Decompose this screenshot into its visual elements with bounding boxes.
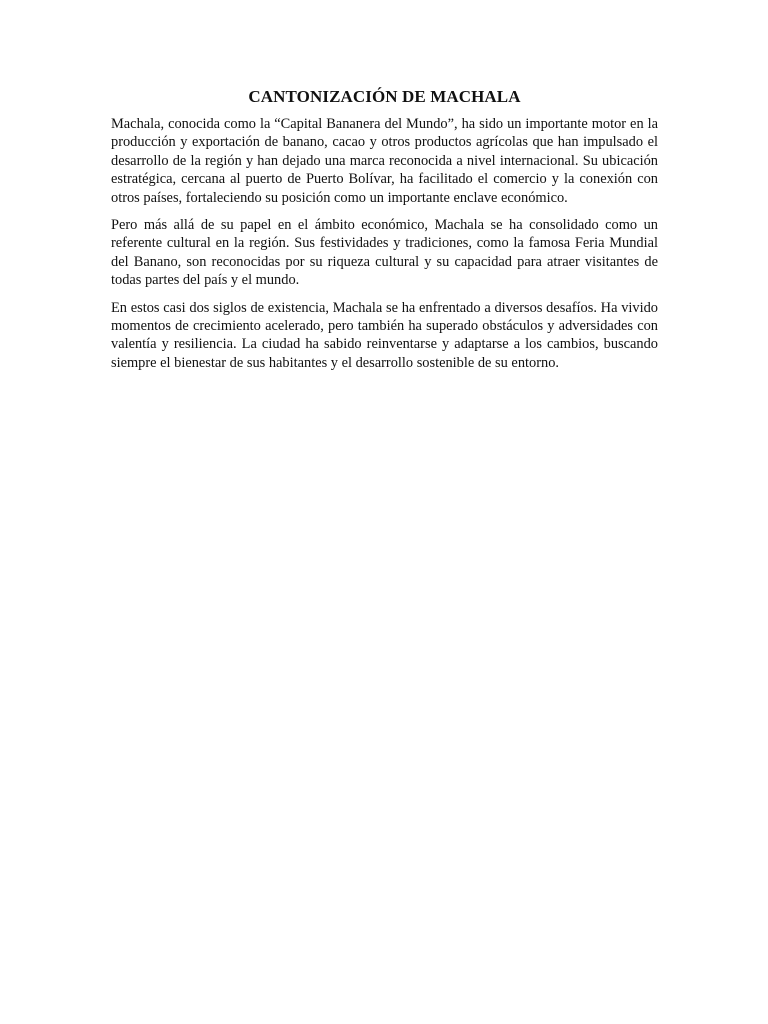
document-body — [111, 86, 658, 381]
paragraph-1: Machala, conocida como la “Capital Bananera del Mundo”, ha sido un importante motor en la producción y exportación de banano, cacao y otros productos agrícolas que han impulsado el desarrollo de la región y han dejado una marca reconocida a nivel internacional. Su ubicación estratégica, cercana al puerto de Puerto Bolívar, ha facilitado el comercio y la conexión con otros países, fortaleciendo su posición como un importante enclave económico. — [111, 116, 658, 206]
paragraph-3: En estos casi dos siglos de existencia, Machala se ha enfrentado a diversos desafíos. Ha vivido momentos de crecimiento acelerado, pero también ha superado obstáculos y adversidades con valentía y resiliencia. La ciudad ha sabido reinventarse y adaptarse a los cambios, buscando siempre el bienestar de sus habitantes y el desarrollo sostenible de su entorno. — [111, 299, 658, 371]
document-title: CANTONIZACIÓN DE MACHALA — [248, 87, 521, 106]
paragraph-2: Pero más allá de su papel en el ámbito económico, Machala se ha consolidado como un referente cultural en la región. Sus festividades y tradiciones, como la famosa Feria Mundial del Banano, son reconocidas por su riqueza cultural y su capacidad para atraer visitantes de todas partes del país y el mundo. — [111, 217, 658, 289]
